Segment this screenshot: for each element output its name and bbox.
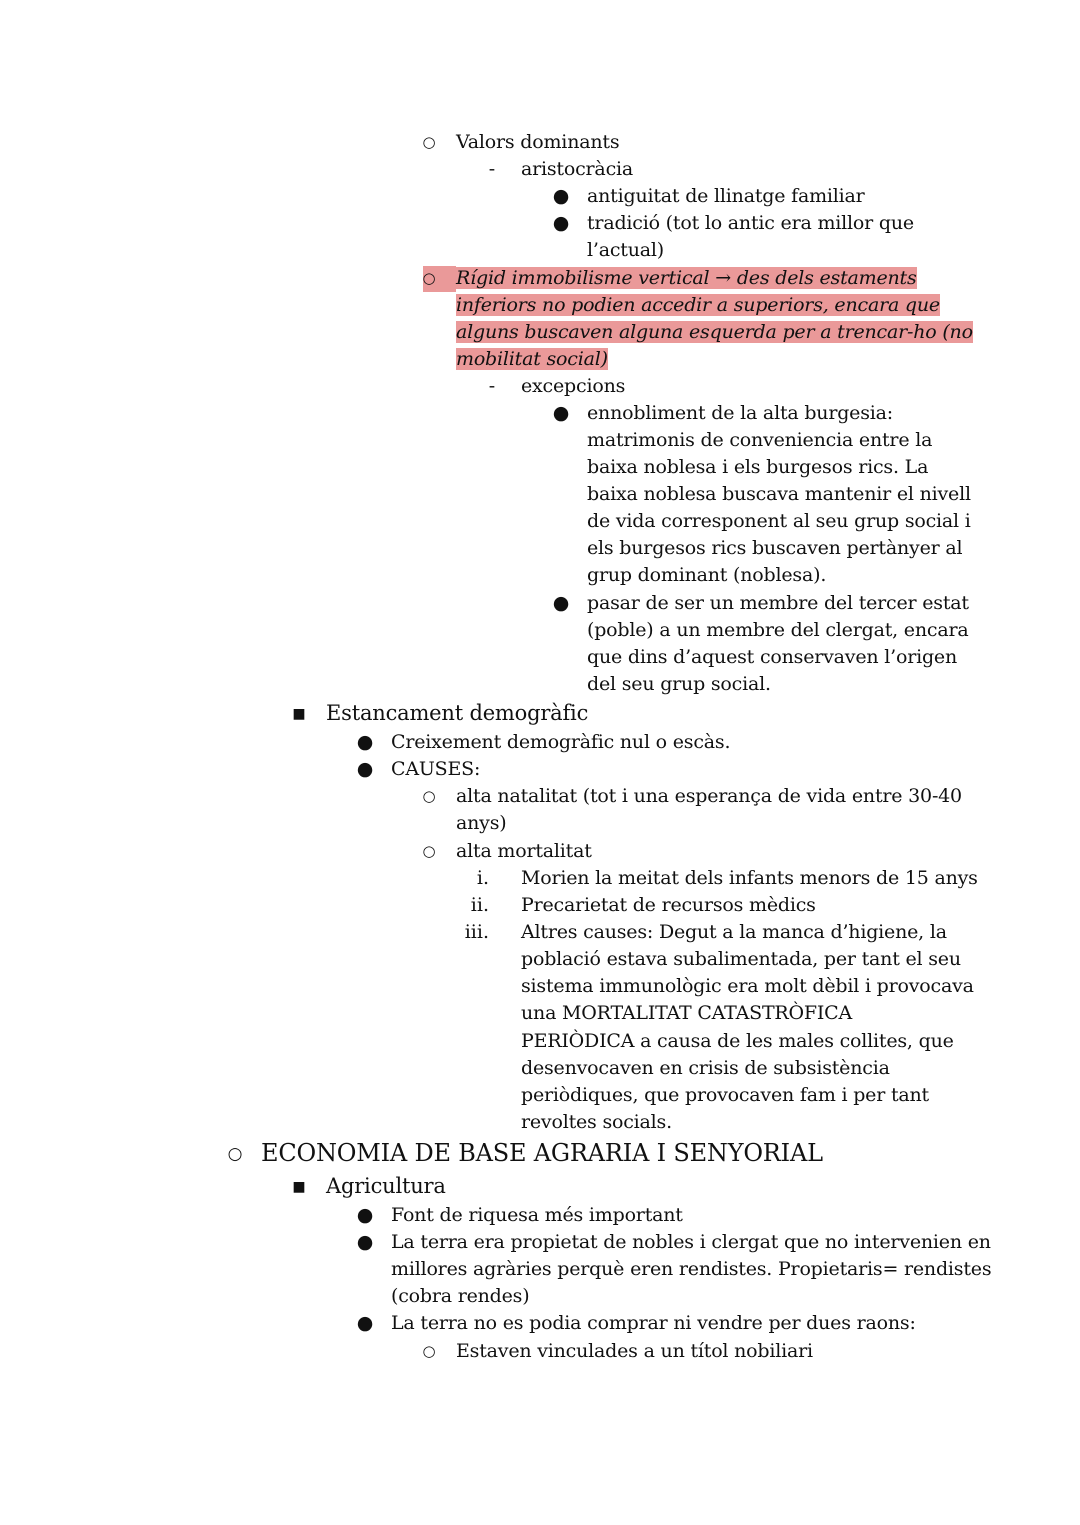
rigid-line-3: alguns buscaven alguna esquerda per a trencar-ho (no: [456, 321, 973, 343]
roman-numeral: i.: [476, 867, 489, 889]
rigid-line-4: mobilitat social): [456, 348, 608, 370]
agri-bullet-2: La terra era propietat de nobles i clergat que no intervenien en: [391, 1231, 991, 1253]
dash-marker-icon: -: [488, 158, 496, 180]
causes-label: CAUSES:: [391, 758, 481, 780]
pasar-line: del seu grup social.: [587, 673, 771, 695]
estancament-title: Estancament demogràfic: [326, 701, 589, 725]
agri-bullet-1: Font de riquesa més important: [391, 1204, 683, 1226]
bullet-icon: ●: [356, 1204, 374, 1226]
ennobliment-line: grup dominant (noblesa).: [587, 564, 827, 586]
mortalitat-item-3: Altres causes: Degut a la manca d’higiene, la: [521, 921, 947, 943]
rigid-line-2: inferiors no podien accedir a superiors, encara que: [456, 294, 940, 316]
pasar-line: (poble) a un membre del clergat, encara: [587, 619, 969, 641]
mortalitat-item-3: sistema immunològic era molt dèbil i provocava: [521, 975, 974, 997]
agri-bullet-2: millores agràries perquè eren rendistes. Propietaris= rendistes: [391, 1258, 992, 1280]
bullet-icon: ●: [552, 402, 570, 424]
valors-item-tradicio-cont: l’actual): [587, 239, 664, 261]
mortalitat-item-3: periòdiques, que provocaven fam i per tant: [521, 1084, 929, 1106]
bullet-icon: ●: [552, 212, 570, 234]
mortalitat-item-3: una MORTALITAT CATASTRÒFICA: [521, 1002, 853, 1024]
natalitat-line: alta natalitat (tot i una esperança de vida entre 30-40: [456, 785, 962, 807]
mortalitat-item-1: Morien la meitat dels infants menors de 15 anys: [521, 867, 978, 889]
circle-marker-icon: ○: [227, 1144, 243, 1164]
aristocracia-label: aristocràcia: [521, 158, 634, 180]
economia-title: ECONOMIA DE BASE AGRARIA I SENYORIAL: [261, 1139, 823, 1167]
bullet-icon: ●: [356, 731, 374, 753]
circle-marker-icon: ○: [422, 133, 436, 151]
dash-marker-icon: -: [488, 375, 496, 397]
pasar-line: que dins d’aquest conservaven l’origen: [587, 646, 958, 668]
bullet-icon: ●: [552, 185, 570, 207]
mortalitat-item-3: població estava subalimentada, per tant el seu: [521, 948, 961, 970]
rigid-line-1: Rígid immobilisme vertical → des dels estaments: [456, 267, 917, 289]
valors-item-tradicio: tradició (tot lo antic era millor que: [587, 212, 914, 234]
creixement-text: Creixement demogràfic nul o escàs.: [391, 731, 731, 753]
bullet-icon: ●: [356, 1231, 374, 1253]
excepcions-label: excepcions: [521, 375, 626, 397]
circle-marker-icon: ○: [422, 787, 436, 805]
mortalitat-item-3: PERIÒDICA a causa de les males collites, que: [521, 1030, 954, 1052]
circle-marker-icon: ○: [422, 1342, 436, 1360]
agri-sub-1: Estaven vinculades a un títol nobiliari: [456, 1340, 813, 1362]
ennobliment-line: baixa noblesa i els burgesos rics. La: [587, 456, 929, 478]
roman-numeral: iii.: [464, 921, 489, 943]
bullet-icon: ●: [552, 592, 570, 614]
mortalitat-label: alta mortalitat: [456, 840, 592, 862]
bullet-icon: ●: [356, 1312, 374, 1334]
ennobliment-line: de vida corresponent al seu grup social i: [587, 510, 971, 532]
natalitat-line: anys): [456, 812, 507, 834]
square-marker-icon: ■: [292, 706, 306, 722]
ennobliment-line: ennobliment de la alta burgesia:: [587, 402, 893, 424]
agricultura-title: Agricultura: [326, 1174, 446, 1198]
ennobliment-line: els burgesos rics buscaven pertànyer al: [587, 537, 963, 559]
circle-marker-icon: ○: [422, 842, 436, 860]
bullet-icon: ●: [356, 758, 374, 780]
mortalitat-item-3: revoltes socials.: [521, 1111, 672, 1133]
ennobliment-line: matrimonis de conveniencia entre la: [587, 429, 933, 451]
ennobliment-line: baixa noblesa buscava mantenir el nivell: [587, 483, 971, 505]
square-marker-icon: ■: [292, 1179, 306, 1195]
agri-bullet-3: La terra no es podia comprar ni vendre per dues raons:: [391, 1312, 916, 1334]
circle-marker-icon: ○: [422, 269, 436, 287]
valors-title: Valors dominants: [456, 131, 620, 153]
valors-item-antiguitat: antiguitat de llinatge familiar: [587, 185, 865, 207]
mortalitat-item-2: Precarietat de recursos mèdics: [521, 894, 816, 916]
pasar-line: pasar de ser un membre del tercer estat: [587, 592, 969, 614]
mortalitat-item-3: desenvocaven en crisis de subsistència: [521, 1057, 890, 1079]
roman-numeral: ii.: [470, 894, 489, 916]
agri-bullet-2: (cobra rendes): [391, 1285, 530, 1307]
